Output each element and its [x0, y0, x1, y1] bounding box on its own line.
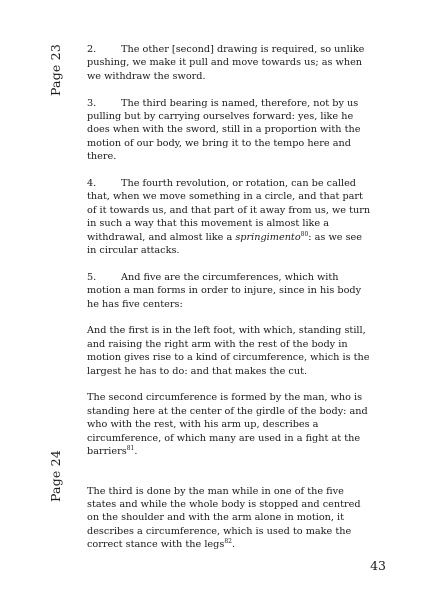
- paragraph-text: And the first is in the left foot, with which, standing still, and raising the right arm with the rest of the body in motion gives rise to a kind of circumference, which is the largest he has to do: and that makes the cut.: [87, 325, 370, 377]
- paragraph-text: The second circumference is formed by the man, who is standing here at the center of the girdle of the body: and who with the rest, with his arm up, describes a circumference, of which many are used in a fight at the barriers: [87, 392, 368, 458]
- paragraph-text-end: .: [134, 446, 138, 458]
- paragraph-text-end: : as we see in circular attacks.: [87, 231, 363, 257]
- paragraph: [87, 324, 372, 378]
- paragraph: [87, 177, 372, 257]
- footnote-ref[interactable]: 82: [224, 537, 232, 545]
- paragraph-number: 5.: [87, 271, 97, 283]
- side-label-page-23: Page 23: [48, 44, 63, 96]
- paragraph: [87, 485, 372, 552]
- paragraph-number: 4.: [87, 178, 97, 190]
- paragraph-text: The other [second] drawing is required, so unlike pushing, we make it pull and move towards us; as when we withdraw the sword.: [87, 44, 365, 82]
- paragraph-text-end: .: [231, 539, 236, 551]
- page-number: 43: [370, 558, 386, 573]
- footnote-ref[interactable]: 81: [126, 444, 135, 452]
- paragraph-text: And five are the circumferences, which with motion a man forms in order to injure, since in his body he has five centers:: [87, 271, 362, 310]
- footnote-ref[interactable]: 80: [300, 230, 309, 238]
- italic-term: springimento: [235, 231, 301, 243]
- paragraph-text: The fourth revolution, or rotation, can be called that, when we move something in a circle, and that part of it towards us, and that part of it away from us, we turn in such a way that this movement is almost like a withdrawal, and almost like a: [87, 178, 371, 243]
- paragraph: [87, 271, 372, 311]
- paragraph-number: 3.: [87, 97, 97, 109]
- paragraph-number: 2.: [87, 44, 97, 55]
- side-label-page-24: Page 24: [48, 450, 63, 502]
- paragraph: [87, 43, 372, 83]
- paragraph-text: The third is done by the man while in one of the five states and while the whole body is stopped and centred on the shoulder and with the arm alone in motion, it describes a circumference, which is used to make the correct stance with the legs: [87, 485, 361, 551]
- paragraph: [87, 97, 372, 164]
- paragraph: [87, 391, 372, 458]
- paragraph-text: The third bearing is named, therefore, not by us pulling but by carrying ourselves forward: yes, like he does when with the sword, still in a proportion with the motion of our body, we bring it to the tempo here and there.: [87, 97, 361, 163]
- body-text: [87, 43, 372, 565]
